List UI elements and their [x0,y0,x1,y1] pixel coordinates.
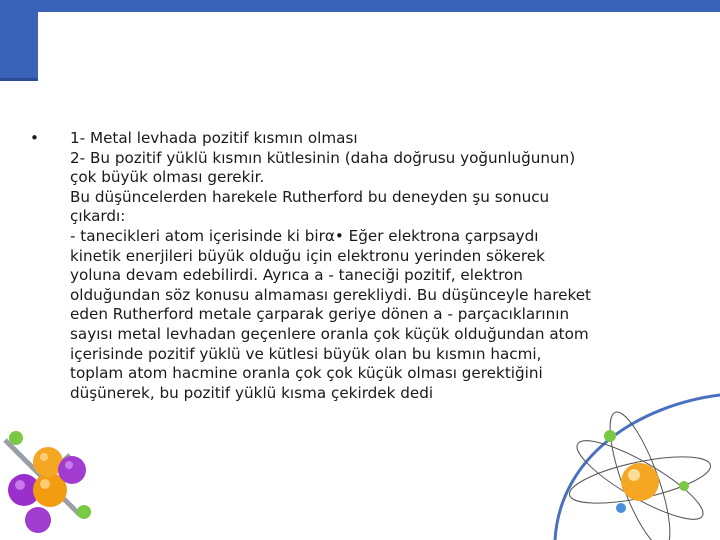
text-line: çok büyük olması gerekir. [70,168,265,187]
text-line: sayısı metal levhadan geçenlere oranla çok küçük olduğundan atom [70,324,589,343]
bullet-marker: • [30,129,39,147]
text-line: yoluna devam edebilirdi. Ayrıca a - taneciği pozitif, elektron [70,266,523,285]
nucleus-icon [621,463,659,501]
atom-purple-icon [25,507,51,533]
atom-green-icon [77,505,91,519]
text-line: içerisinde pozitif yüklü ve kütlesi büyük olan bu kısmın hacmi, [70,344,542,363]
electron-green-icon [604,430,616,442]
slide-body-text [30,129,688,403]
molecule-illustration [5,431,91,533]
text-line: 2- Bu pozitif yüklü kısmın kütlesinin (daha doğrusu yoğunluğunun) [70,148,576,167]
header-tab-shadow [0,78,38,81]
electron-blue-icon [616,503,626,513]
text-line: düşünerek, bu pozitif yüklü kısma çekirdek dedi [70,383,434,402]
text-line: eden Rutherford metale çarparak geriye dönen a - parçacıklarının [70,305,570,324]
header-tab-shape [0,0,720,78]
text-line: - tanecikleri atom içerisinde ki birα• Eğer elektrona çarpsaydı [70,226,539,245]
text-line: toplam atom hacmine oranla çok çok küçük olması gerektiğini [70,364,543,383]
text-line: olduğundan söz konusu almaması gerekliydi. Bu düşünceyle hareket [70,285,592,304]
atom-purple-icon [58,456,86,484]
atom-illustration [566,406,714,540]
electron-green-icon [679,481,689,491]
text-line: kinetik enerjileri büyük olduğu için elektronu yerinden sökerek [70,246,545,265]
text-line: 1- Metal levhada pozitif kısmın olması [70,129,358,147]
text-line: çıkardı: [70,207,126,226]
atom-green-icon [9,431,23,445]
text-line: Bu düşüncelerden harekele Rutherford bu deneyden şu sonucu [70,187,550,206]
